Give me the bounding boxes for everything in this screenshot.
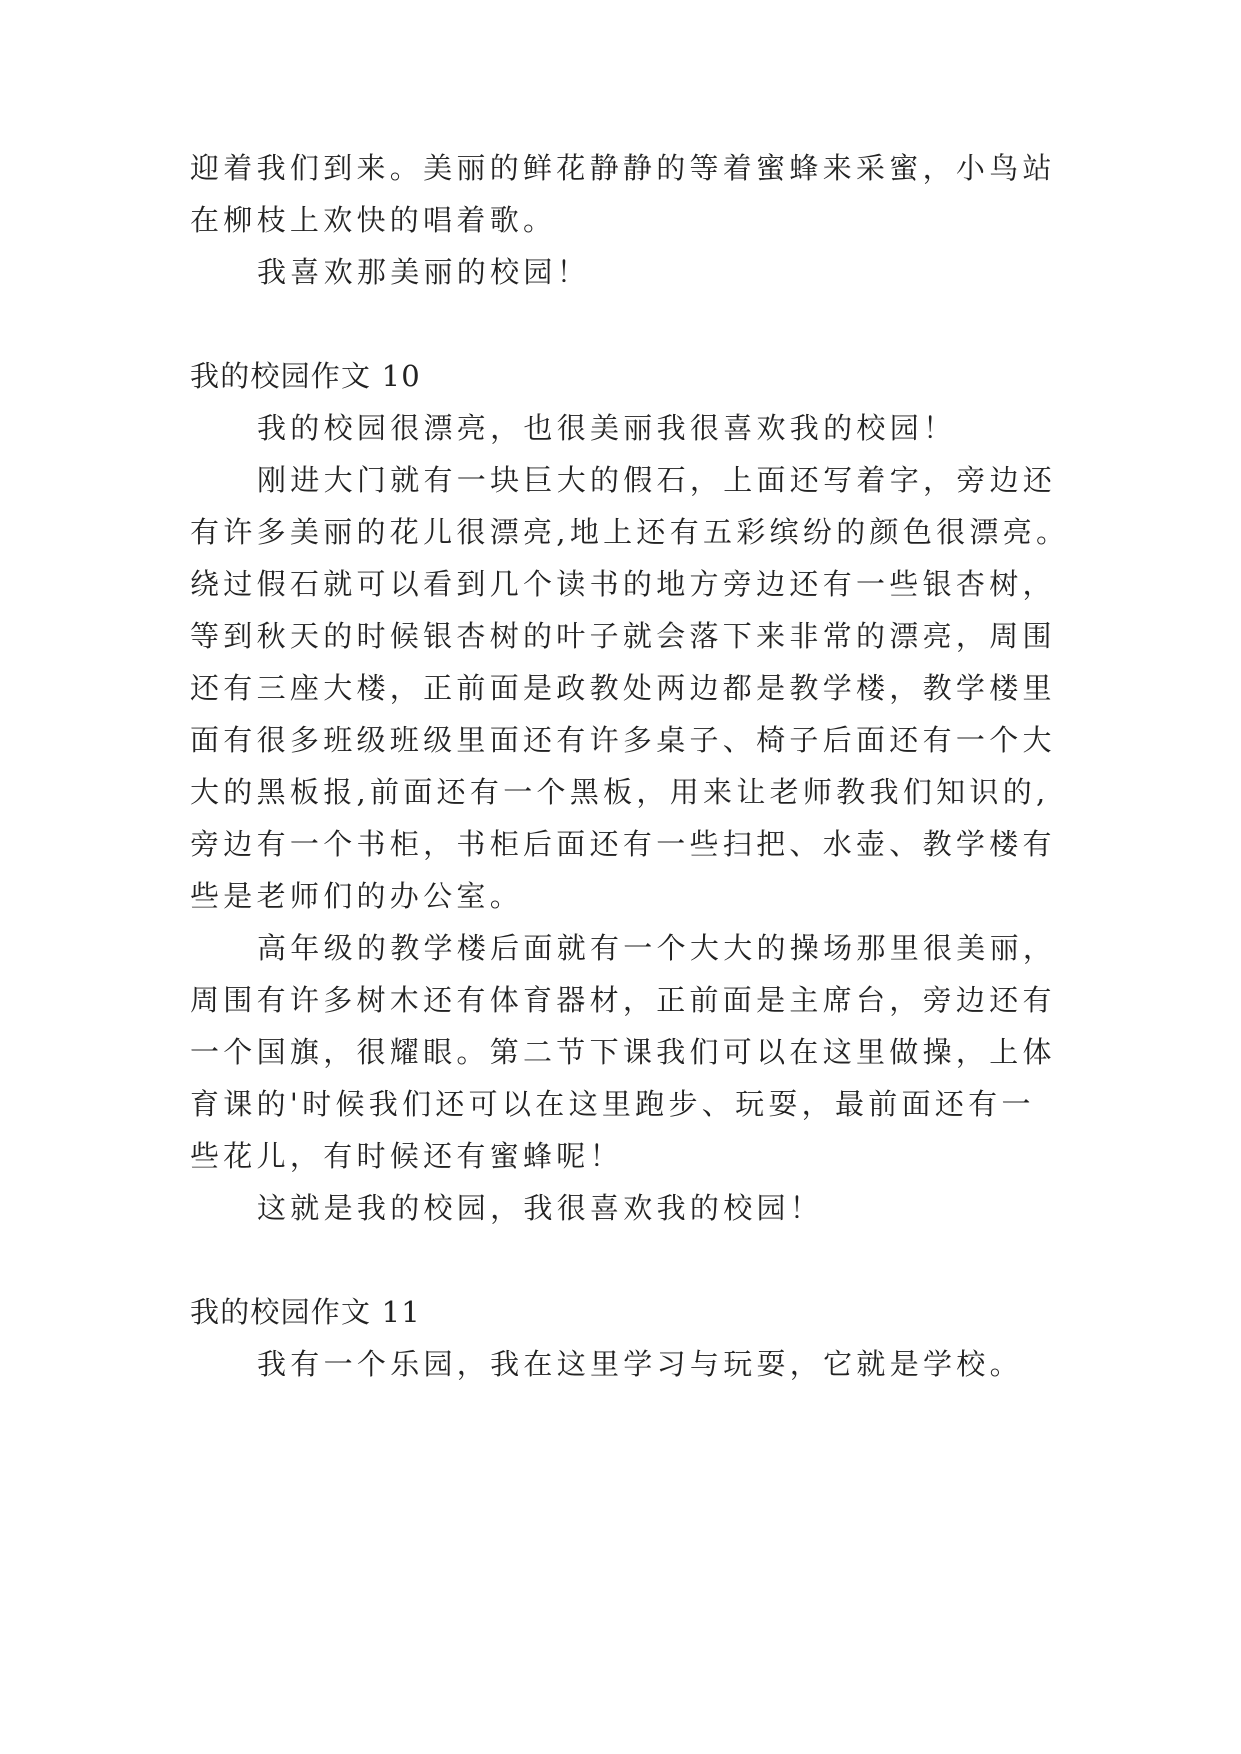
intro-line: 我有一个乐园，我在这里学习与玩耍，它就是学校。 — [257, 1347, 1023, 1381]
section-title: 我的校园作文 11 — [190, 1295, 421, 1329]
body-line: 在柳枝上欢快的唱着歌。 — [190, 203, 557, 237]
body-line: 育课的'时候我们还可以在这里跑步、玩耍，最前面还有一 — [190, 1087, 1035, 1121]
body-line: 还有三座大楼，正前面是政教处两边都是教学楼，教学楼里 — [190, 671, 1056, 705]
body-line: 迎着我们到来。美丽的鲜花静静的等着蜜蜂来采蜜，小鸟站 — [190, 151, 1056, 185]
body-line: 刚进大门就有一块巨大的假石，上面还写着字，旁边还 — [257, 463, 1057, 497]
body-line: 周围有许多树木还有体育器材，正前面是主席台，旁边还有 — [190, 983, 1056, 1017]
body-line: 些花儿，有时候还有蜜蜂呢！ — [190, 1139, 623, 1173]
closing-line: 我喜欢那美丽的校园！ — [257, 255, 591, 289]
body-line: 旁边有一个书柜，书柜后面还有一些扫把、水壶、教学楼有 — [190, 827, 1056, 861]
body-line: 绕过假石就可以看到几个读书的地方旁边还有一些银杏树， — [190, 567, 1056, 601]
body-line: 等到秋天的时候银杏树的叶子就会落下来非常的漂亮，周围 — [190, 619, 1056, 653]
body-line: 大的黑板报,前面还有一个黑板，用来让老师教我们知识的, — [190, 775, 1050, 809]
body-line: 一个国旗，很耀眼。第二节下课我们可以在这里做操，上体 — [190, 1035, 1056, 1069]
body-line: 些是老师们的办公室。 — [190, 879, 524, 913]
closing-line: 这就是我的校园，我很喜欢我的校园！ — [257, 1191, 824, 1225]
body-line: 高年级的教学楼后面就有一个大大的操场那里很美丽， — [257, 931, 1057, 965]
section-title: 我的校园作文 10 — [190, 359, 421, 393]
body-line: 面有很多班级班级里面还有许多桌子、椅子后面还有一个大 — [190, 723, 1056, 757]
body-line: 有许多美丽的花儿很漂亮,地上还有五彩缤纷的颜色很漂亮。 — [190, 515, 1070, 549]
intro-line: 我的校园很漂亮，也很美丽我很喜欢我的校园！ — [257, 411, 957, 445]
